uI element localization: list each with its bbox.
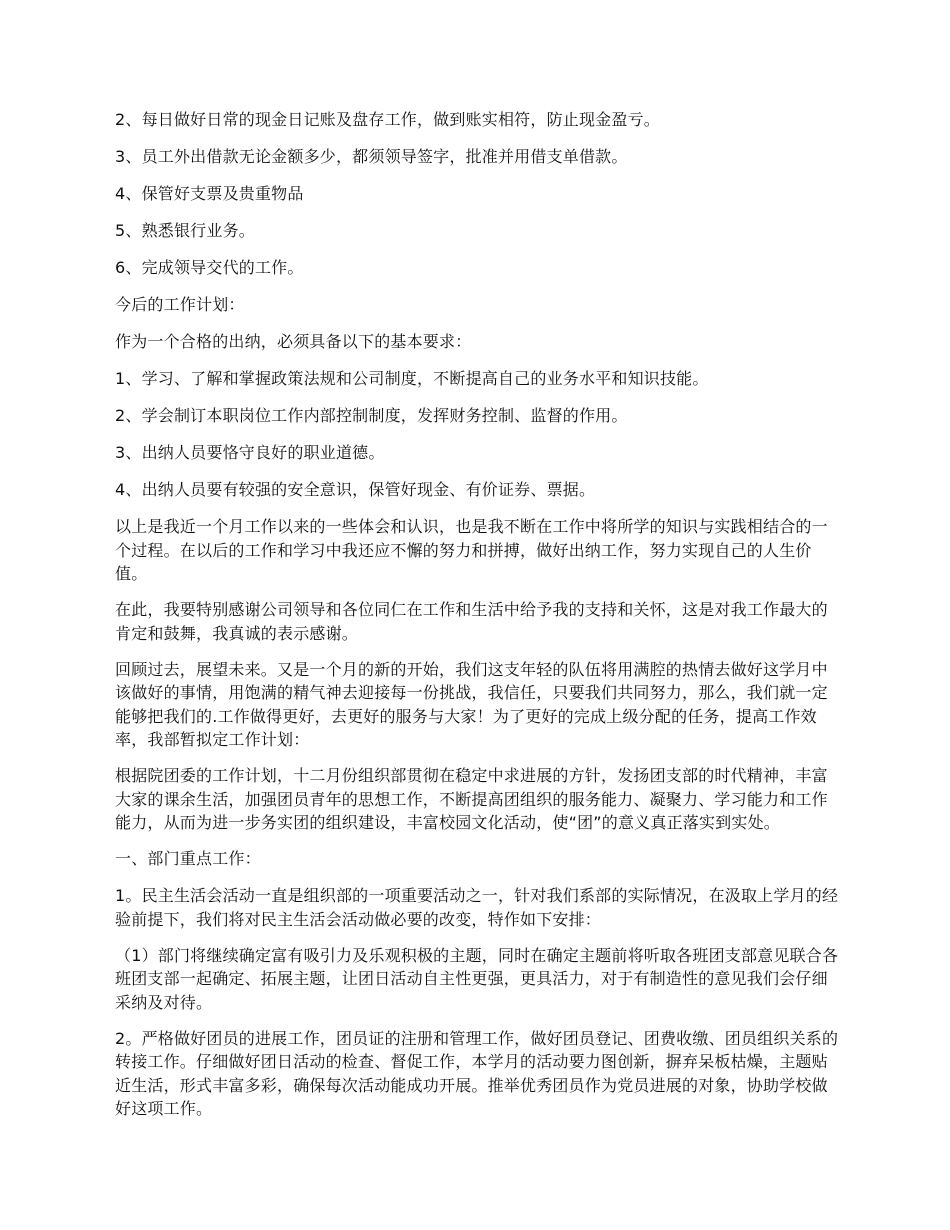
list-item: 2、学会制订本职岗位工作内部控制制度，发挥财务控制、监督的作用。 <box>115 406 628 425</box>
section-heading: 一、部门重点工作： <box>115 849 261 868</box>
list-item: 3、员工外出借款无论金额多少，都须领导签字，批准并用借支单借款。 <box>115 147 628 166</box>
list-item: 4、出纳人员要有较强的安全意识，保管好现金、有价证券、票据。 <box>115 480 596 499</box>
document-body <box>115 108 840 1133</box>
paragraph: 1。民主生活会活动一直是组织部的一项重要活动之一，针对我们系部的实际情况，在汲取上学月的经验前提下，我们将对民主生活会活动做必要的改变，特作如下安排： <box>115 886 839 929</box>
list-item: 6、完成领导交代的工作。 <box>115 258 304 277</box>
paragraph: 以上是我近一个月工作以来的一些体会和认识，也是我不断在工作中将所学的知识与实践相结合的一个过程。在以后的工作和学习中我还应不懈的努力和拼搏，做好出纳工作，努力实现自己的人生价值。 <box>115 517 828 583</box>
list-item: 1、学习、了解和掌握政策法规和公司制度，不断提高自己的业务水平和知识技能。 <box>115 369 709 388</box>
list-item: 2、每日做好日常的现金日记账及盘存工作，做到账实相符，防止现金盈亏。 <box>115 110 660 129</box>
paragraph: 在此，我要特别感谢公司领导和各位同仁在工作和生活中给予我的支持和关怀，这是对我工作最大的肯定和鼓舞，我真诚的表示感谢。 <box>115 600 828 643</box>
paragraph: 作为一个合格的出纳，必须具备以下的基本要求： <box>115 332 472 351</box>
section-heading: 今后的工作计划： <box>115 295 245 314</box>
paragraph: 根据院团委的工作计划，十二月份组织部贯彻在稳定中求进展的方针，发扬团支部的时代精神，丰富大家的课余生活，加强团员青年的思想工作，不断提高团组织的服务能力、凝聚力、学习能力和工作能力，从而为进一步务实团的组织建设，丰富校园文化活动，使“团”的意义真正落实到实处。 <box>115 766 828 832</box>
list-item: 3、出纳人员要恪守良好的职业道德。 <box>115 443 385 462</box>
paragraph: 回顾过去，展望未来。又是一个月的新的开始，我们这支年轻的队伍将用满腔的热情去做好这学月中该做好的事情，用饱满的精气神去迎接每一份挑战，我信任，只要我们共同努力，那么，我们就一定能够把我们的.工作做得更好，去更好的服务与大家！为了更好的完成上级分配的任务，提高工作效率，我部暂拟定工作计划： <box>115 659 828 749</box>
paragraph: （1）部门将继续确定富有吸引力及乐观积极的主题，同时在确定主题前将听取各班团支部意见联合各班团支部一起确定、拓展主题，让团日活动自主性更强，更具活力，对于有制造性的意见我们会仔细采纳及对待。 <box>115 945 839 1012</box>
paragraph: 2。严格做好团员的进展工作，团员证的注册和管理工作，做好团员登记、团费收缴、团员组织关系的转接工作。仔细做好团日活动的检查、督促工作，本学月的活动要力图创新，摒弃呆板枯燥，主题贴近生活，形式丰富多彩，确保每次活动能成功开展。推举优秀团员作为党员进展的对象，协助学校做好这项工作。 <box>115 1028 839 1118</box>
list-item: 5、熟悉银行业务。 <box>115 221 255 240</box>
list-item: 4、保管好支票及贵重物品 <box>115 184 304 203</box>
